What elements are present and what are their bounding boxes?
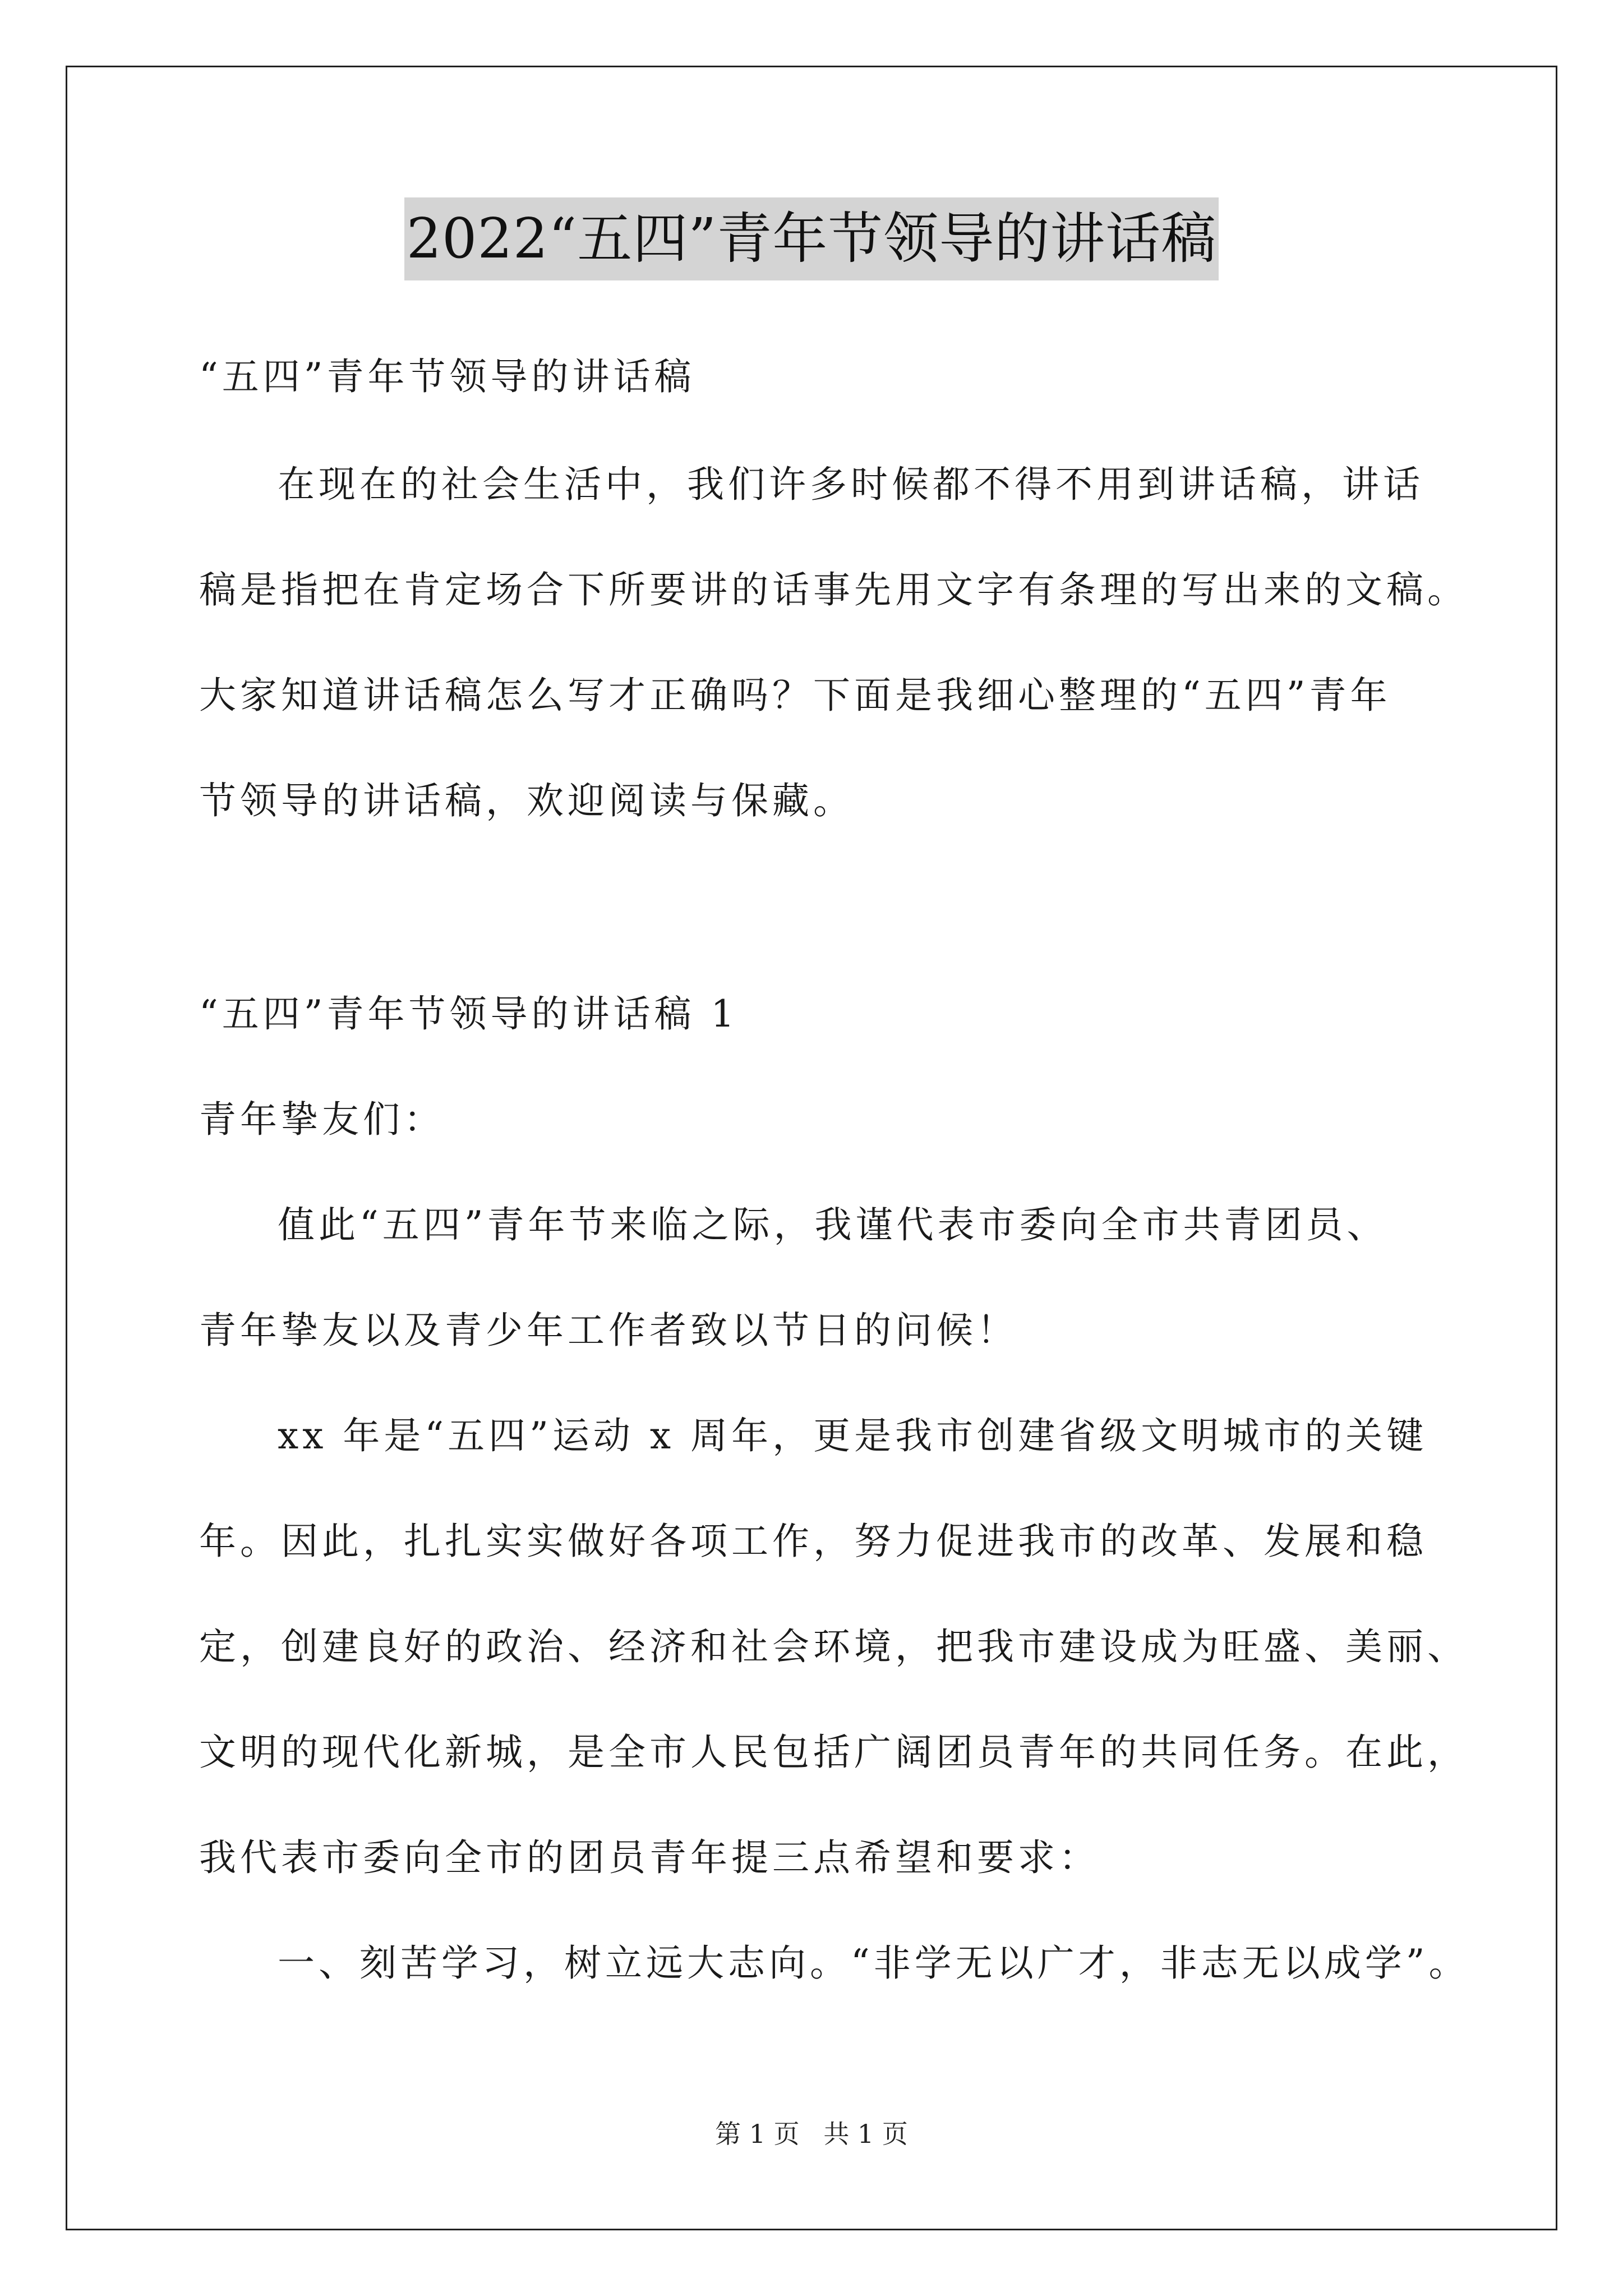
paragraph-2-line-1: xx 年是“五四”运动 x 周年，更是我市创建省级文明城市的关键 (278, 1414, 1428, 1457)
intro-line-4: 节领导的讲话稿，欢迎阅读与保藏。 (199, 779, 854, 822)
intro-line-1: 在现在的社会生活中，我们许多时候都不得不用到讲话稿，讲话 (278, 463, 1424, 506)
page-footer (0, 2117, 1623, 2151)
paragraph-1-line-2: 青年挚友以及青少年工作者致以节日的问候！ (199, 1309, 1018, 1352)
page-number-total: 共 1 页 (823, 2119, 908, 2149)
intro-line-3: 大家知道讲话稿怎么写才正确吗？下面是我细心整理的“五四”青年 (199, 674, 1391, 717)
intro-line-2: 稿是指把在肯定场合下所要讲的话事先用文字有条理的写出来的文稿。 (199, 568, 1468, 611)
paragraph-2-line-2: 年。因此，扎扎实实做好各项工作，努力促进我市的改革、发展和稳 (199, 1520, 1427, 1563)
page-number-current: 第 1 页 (715, 2119, 800, 2149)
section-heading: “五四”青年节领导的讲话稿 1 (199, 992, 739, 1036)
title-container (0, 197, 1623, 280)
paragraph-1-line-1: 值此“五四”青年节来临之际，我谨代表市委向全市共青团员、 (278, 1203, 1388, 1246)
salutation: 青年挚友们： (199, 1098, 445, 1141)
document-title: 2022“五四”青年节领导的讲话稿 (404, 197, 1219, 280)
paragraph-2-line-5: 我代表市委向全市的团员青年提三点希望和要求： (199, 1836, 1100, 1879)
document-subtitle: “五四”青年节领导的讲话稿 (199, 355, 695, 398)
paragraph-3-line-1: 一、刻苦学习，树立远大志向。“非学无以广才，非志无以成学”。 (278, 1941, 1470, 1985)
paragraph-2-line-3: 定，创建良好的政治、经济和社会环境，把我市建设成为旺盛、美丽、 (199, 1625, 1468, 1668)
paragraph-2-line-4: 文明的现代化新城，是全市人民包括广阔团员青年的共同任务。在此， (199, 1731, 1468, 1774)
